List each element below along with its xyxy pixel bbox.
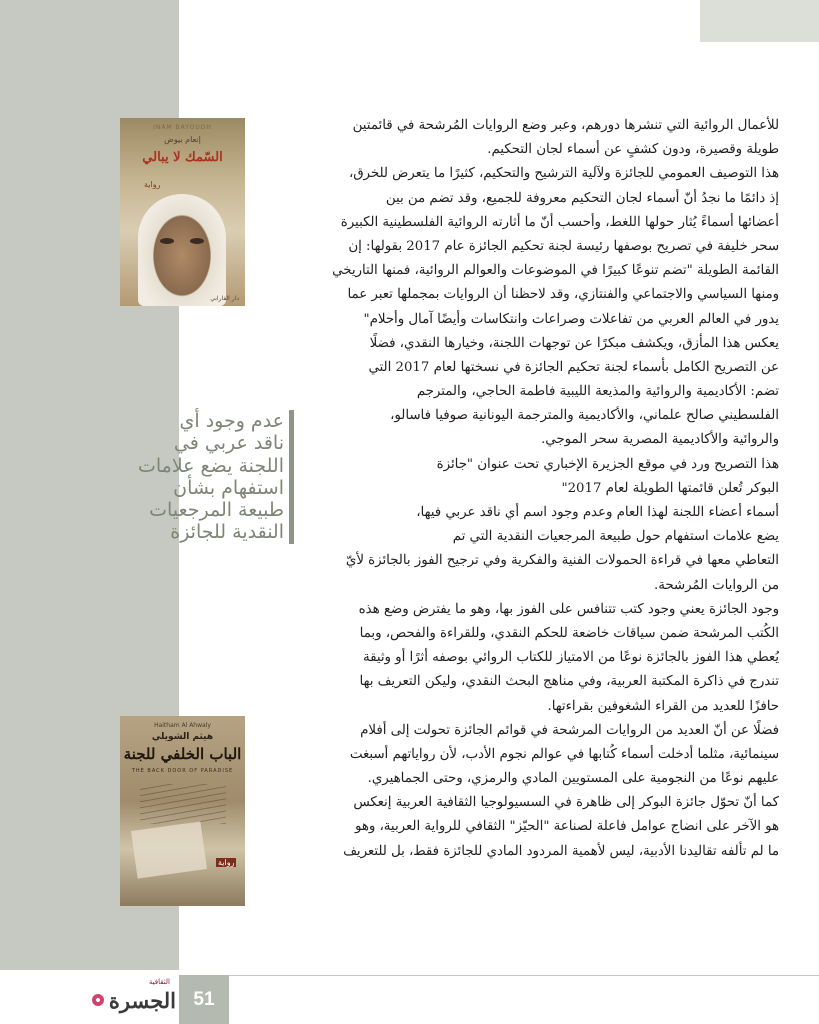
article-line: حافزًا للعديد من القراء الشغوفين بقراءتها. bbox=[547, 698, 779, 714]
book2-paper-art bbox=[131, 821, 207, 878]
footer-rule bbox=[229, 975, 819, 976]
article-line: يضع علامات استفهام حول طبيعة المرجعيات النقدية التي تم bbox=[452, 529, 779, 545]
book2-latin-author: Haitham Al Ahwaly bbox=[154, 722, 211, 729]
article-line: من الروايات المُرشحة. bbox=[653, 577, 779, 593]
article-line: القائمة الطويلة "تضم تنوعًا كبيرًا في الموضوعات والعوالم الروائية، فمنها التاريخي bbox=[332, 263, 779, 279]
article-line: هذا التوصيف العمومي للجائزة ولآلية الترشيح والتحكيم، كثيرًا ما يتعرض للخرق، bbox=[348, 166, 779, 182]
book1-genre: رواية bbox=[144, 180, 161, 189]
magazine-logo bbox=[92, 978, 176, 1018]
article-line: يعكس هذا المأزق، ويكشف مبكرًا عن توجهات اللجنة، وخيارها النقدي، فضلًا bbox=[369, 335, 779, 351]
book-cover-2 bbox=[120, 716, 245, 906]
pull-quote-line: طبيعة المرجعيات bbox=[149, 499, 284, 522]
article-line: تندرج في ذاكرة المكتبة العربية، وفي مناهج البحث النقدي، وليكن التعريف بها bbox=[359, 674, 779, 690]
article-line: هو الآخر على انضاج عوامل فاعلة لصناعة "الحيّز" الثقافي للرواية العربية، وهو bbox=[354, 819, 779, 835]
pull-quote-line: استفهام بشأن bbox=[173, 476, 284, 499]
book2-title: الباب الخلفي للجنة bbox=[123, 745, 242, 763]
book1-author: إنعام بيوض bbox=[164, 135, 201, 144]
pull-quote-line: ناقد عربي في bbox=[173, 432, 284, 455]
book2-scribble-art bbox=[140, 784, 226, 824]
article-line: عن التصريح الكامل بأسماء لجنة تحكيم الجائزة في نسختها لعام 2017 التي bbox=[368, 359, 779, 375]
portrait-eye-right bbox=[190, 238, 204, 244]
book1-title: السّمك لا يبالي bbox=[142, 150, 223, 165]
article-line: إذ دائمًا ما نجدُ أنّ أسماء لجان التحكيم معروفة للجميع، وقد تضم من بين bbox=[385, 190, 779, 206]
pull-quote-line: عدم وجود أي bbox=[179, 410, 284, 432]
pull-quote-line: النقدية للجائزة bbox=[170, 521, 284, 544]
corner-block bbox=[700, 0, 819, 42]
article-line: طويلة وقصيرة، ودون كشفٍ عن أسماء لجان التحكيم. bbox=[487, 142, 779, 158]
article-line: البوكر تُعلن قائمتها الطويلة لعام 2017" bbox=[561, 480, 779, 496]
article-line: الفلسطيني صالح علماني، والأكاديمية والمترجمة اليونانية صوفيا فاسالو، bbox=[390, 408, 779, 424]
article-line: التعاطي معها في قراءة الحمولات الفنية والفكرية وفي ترجيح الفوز بالجائزة لأيّ bbox=[345, 553, 779, 569]
page-number: 51 bbox=[179, 975, 229, 1024]
article-line: هذا التصريح ورد في موقع الجزيرة الإخباري تحت عنوان "جائزة bbox=[436, 456, 779, 472]
book2-genre: رواية bbox=[218, 858, 235, 867]
article-line: والروائية والأكاديمية المصرية سحر الموجي. bbox=[541, 432, 779, 448]
article-line: أعضائها أسماءً يُثار حولها اللغط، وأحسب أنّ ما أثارته الروائية الفلسطينية الكبيرة bbox=[340, 214, 779, 230]
book-cover-1 bbox=[120, 118, 245, 306]
article-line: يُعطي هذا الفوز بالجائزة نوعًا من الامتياز للكتاب الروائي بوصفه أثرًا أو وثيقة bbox=[362, 650, 779, 666]
logo-subtitle: الثقافية bbox=[148, 978, 170, 986]
article-line: وجود الجائزة يعني وجود كتب تتنافس على الفوز بها، وهو ما يفترض وضع هذه bbox=[358, 601, 779, 617]
article-line: أسماء أعضاء اللجنة لهذا العام وعدم وجود اسم أي ناقد عربي فيها، bbox=[416, 505, 779, 520]
article-line: فضلًا عن أنّ العديد من الروايات المرشحة في قوائم الجائزة تحولت إلى أفلام bbox=[360, 722, 779, 738]
flower-icon bbox=[92, 994, 104, 1006]
pull-quote-line: اللجنة يضع علامات bbox=[137, 454, 284, 477]
article-line: كما أنّ تحوّل جائزة البوكر إلى ظاهرة في السسيولوجيا الثقافية العربية إنعكس bbox=[353, 795, 779, 811]
book1-portrait bbox=[138, 194, 226, 306]
logo-title: الجسرة bbox=[108, 988, 176, 1013]
article-line: عليهم نوعًا من النجومية على المستويين المادي والرمزي، وحتى الجماهيري. bbox=[367, 771, 779, 787]
article-line: ومنها السياسي والاجتماعي والفنتازي، وقد لاحظنا أن الروايات بمجملها تعبر عما bbox=[347, 287, 779, 303]
article-line: سحر خليفة في تصريح بوصفها رئيسة لجنة تحكيم الجائزة عام 2017 بقولها: إن bbox=[348, 238, 779, 254]
article-line: يدور في العالم العربي من تفاعلات وصراعات وانتكاسات وأيضًا آمال وأحلام" bbox=[363, 311, 779, 327]
article-body bbox=[255, 114, 779, 864]
article-line: سينمائية، مثلما أدخلت أسماء كُتابها في عوالم نجوم الأدب، لأن رواياتهم أسبغت bbox=[349, 746, 779, 762]
article-line: تضم: الأكاديمية والروائية والمذيعة الليبية فاطمة الحاجي، والمترجم bbox=[416, 384, 779, 400]
article-line: الكُتب المرشحة ضمن سياقات خاضعة للحكم النقدي، وللقراءة والفحص، وبما bbox=[359, 625, 779, 641]
book2-author: هيثم الشويلي bbox=[151, 732, 214, 742]
book1-publisher: دار الفارابي bbox=[210, 295, 239, 302]
book1-latin-name: INAM BAYOUDH bbox=[153, 124, 212, 131]
article-line: للأعمال الروائية التي تنشرها دورهم، وعبر وضع الروايات المُرشحة في قائمتين bbox=[352, 118, 779, 133]
article-line: ما لم تألفه تقاليدنا الأدبية، ليس لأهمية المردود المادي للجائزة فقط، بل للتعريف bbox=[343, 843, 779, 859]
book2-latin-title: THE BACK DOOR OF PARADISE bbox=[131, 768, 234, 774]
portrait-eye-left bbox=[160, 238, 174, 244]
